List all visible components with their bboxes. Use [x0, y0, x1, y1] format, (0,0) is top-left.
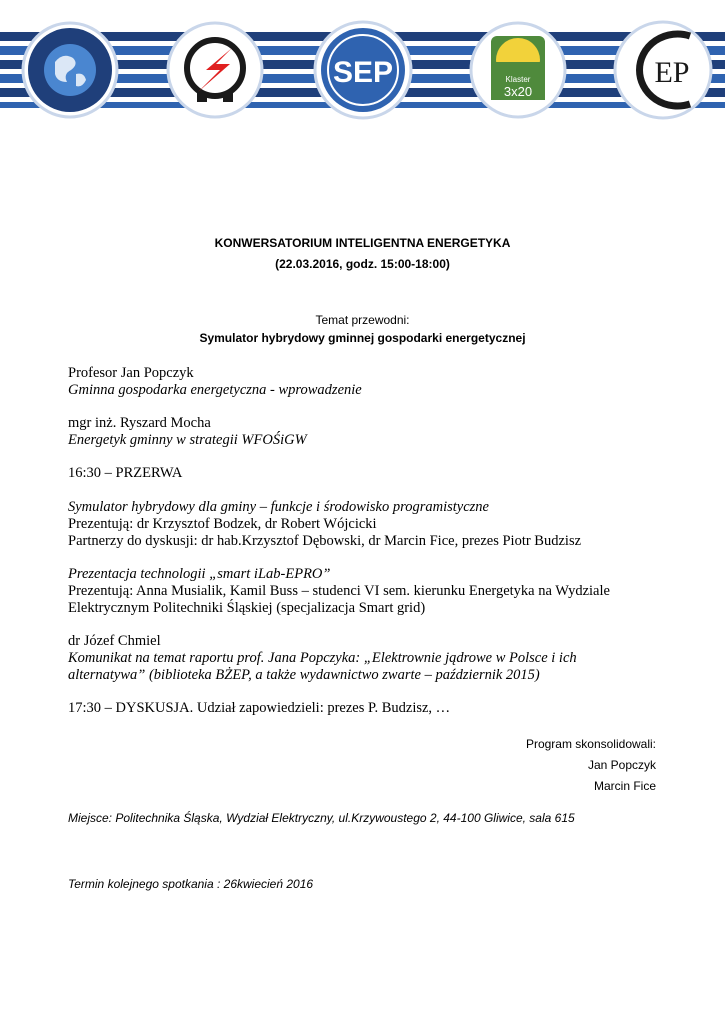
talk-title-line-1: Komunikat na temat raportu prof. Jana Popczyka: „Elektrownie jądrowe w Polsce i ich — [68, 650, 577, 666]
talk-title: Prezentacja technologii „smart iLab-EPRO” — [68, 566, 331, 582]
cep-logo — [615, 22, 711, 118]
klaster-3x20-logo — [471, 23, 565, 117]
sep-logo — [315, 22, 411, 118]
break-item: 16:30 – PRZERWA — [68, 465, 183, 481]
document-title: KONWERSATORIUM INTELIGENTNA ENERGETYKA — [214, 236, 511, 250]
agenda-item-1 — [68, 365, 668, 399]
speaker-name: Profesor Jan Popczyk — [68, 365, 194, 381]
energetyka-prosumencka-logo — [23, 23, 117, 117]
lightning-emblem-logo — [168, 23, 262, 117]
speaker-name: dr Józef Chmiel — [68, 633, 161, 649]
agenda-item-4 — [68, 566, 668, 617]
talk-title: Symulator hybrydowy dla gminy – funkcje i środowisko programistyczne — [68, 499, 489, 515]
meeting-place: Miejsce: Politechnika Śląska, Wydział Elektryczny, ul.Krzywoustego 2, 44-100 Gliwice, sala 615 — [68, 811, 575, 825]
discussion-item: 17:30 – DYSKUSJA. Udział zapowiedzieli: prezes P. Budzisz, … — [68, 700, 451, 716]
svg-text:Klaster: Klaster — [505, 75, 531, 84]
svg-text:3x20: 3x20 — [503, 84, 533, 99]
discussion-partners: Partnerzy do dyskusji: dr hab.Krzysztof Dębowski, dr Marcin Fice, prezes Piotr Budzisz — [68, 533, 582, 549]
signature-label: Program skonsolidowali: — [525, 737, 656, 751]
header-banner — [0, 0, 725, 120]
event-date: (22.03.2016, godz. 15:00-18:00) — [275, 257, 450, 271]
presenters: Prezentują: dr Krzysztof Bodzek, dr Robert Wójcicki — [68, 516, 377, 532]
talk-title: Energetyk gminny w strategii WFOŚiGW — [68, 432, 307, 448]
svg-text:SEP: SEP — [332, 56, 394, 89]
agenda-item-3 — [68, 499, 668, 550]
svg-text:EP: EP — [654, 56, 690, 89]
signature-block — [526, 734, 656, 797]
signature-name-1: Jan Popczyk — [587, 758, 656, 772]
presenters-line-2: Elektrycznym Politechniki Śląskiej (specjalizacja Smart grid) — [68, 600, 426, 616]
signature-name-2: Marcin Fice — [593, 779, 656, 793]
presenters-line-1: Prezentują: Anna Musialik, Kamil Buss – studenci VI sem. kierunku Energetyka na Wydziale — [68, 583, 610, 599]
theme-label: Temat przewodni: — [315, 313, 410, 327]
agenda-item-5 — [68, 633, 668, 684]
speaker-name: mgr inż. Ryszard Mocha — [68, 415, 211, 431]
agenda-item-2 — [68, 415, 668, 449]
next-meeting: Termin kolejnego spotkania : 26kwiecień 2016 — [68, 877, 314, 891]
talk-title: Gminna gospodarka energetyczna - wprowadzenie — [68, 382, 362, 398]
theme-title: Symulator hybrydowy gminnej gospodarki energetycznej — [199, 331, 526, 345]
talk-title-line-2: alternatywa” (biblioteka BŻEP, a także wydawnictwo zwarte – październik 2015) — [68, 667, 540, 683]
